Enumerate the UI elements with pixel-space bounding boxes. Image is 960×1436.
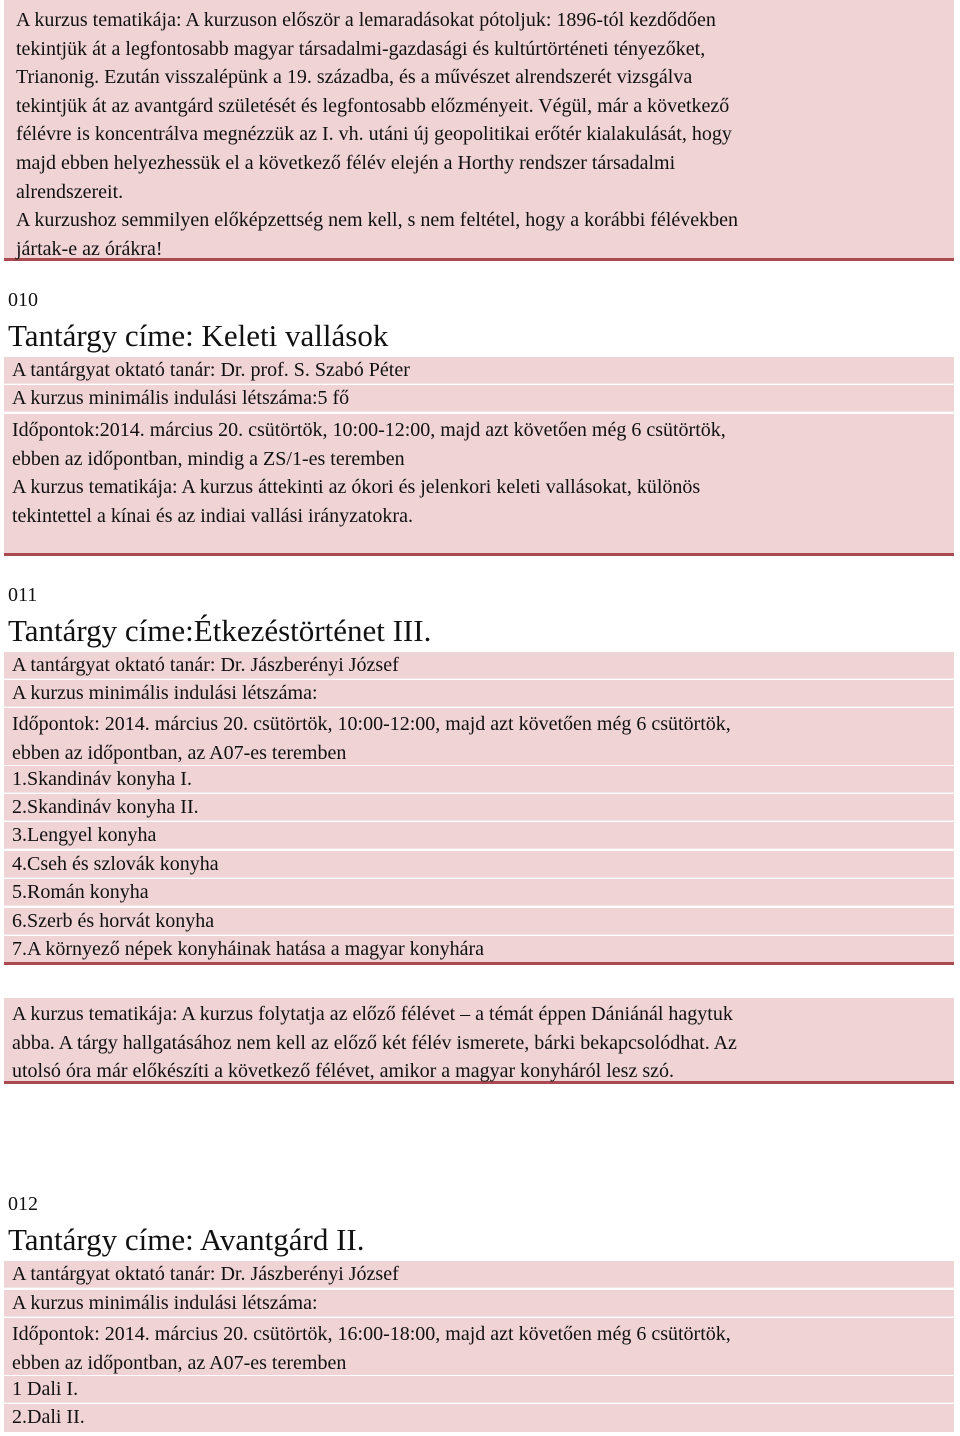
- session-text: 3.Lengyel konyha: [12, 824, 157, 846]
- intro-line: Trianonig. Ezután visszalépünk a 19. századba, és a művészet alrendszerét vizsgálva: [16, 66, 693, 89]
- session-row: [4, 1376, 954, 1403]
- topic-line: utolsó óra már előkészíti a következő félévet, amikor a magyar konyháról lesz szó.: [12, 1060, 674, 1082]
- course-details-text: [12, 416, 942, 530]
- intro-line: alrendszereit.: [16, 180, 124, 203]
- teacher-text: A tantárgyat oktató tanár: Dr. prof. S. Szabó Péter: [12, 359, 410, 381]
- course-number: 011: [8, 584, 38, 606]
- schedule-line: Időpontok: 2014. március 20. csütörtök, 16:00-18:00, majd azt követően még 6 csütörtök,: [12, 1323, 731, 1345]
- teacher-text: A tantárgyat oktató tanár: Dr. Jászberényi József: [12, 1263, 399, 1285]
- intro-text: [16, 6, 946, 263]
- topic-line: abba. A tárgy hallgatásához nem kell az előző két félév ismerete, bárki bekapcsolódhat. Az: [12, 1031, 737, 1054]
- topic-line: A kurzus tematikája: A kurzus folytatja az előző félévet – a témát éppen Dániánál hagytuk: [12, 1003, 733, 1025]
- teacher-row: [4, 357, 954, 384]
- intro-line: jártak-e az órákra!: [16, 237, 163, 260]
- min-participants-text: A kurzus minimális indulási létszáma:: [12, 682, 318, 704]
- schedule-line: Időpontok: 2014. március 20. csütörtök, 10:00-12:00, majd azt követően még 6 csütörtök,: [12, 713, 731, 735]
- schedule-line: ebben az időpontban, az A07-es teremben: [12, 741, 347, 764]
- schedule-text: [12, 710, 942, 767]
- course-number: 012: [8, 1193, 38, 1215]
- session-row: [4, 851, 954, 878]
- session-text: 7.A környező népek konyháinak hatása a magyar konyhára: [12, 938, 485, 960]
- intro-line: A kurzus tematikája: A kurzuson először a lemaradásokat pótoljuk: 1896-tól kezdődően: [16, 9, 716, 31]
- session-text: 4.Cseh és szlovák konyha: [12, 853, 219, 875]
- intro-line: félévre is koncentrálva megnézzük az I. vh. utáni új geopolitikai erőtér kialakulását, hogy: [16, 123, 732, 146]
- course-title: Tantárgy címe: Keleti vallások: [8, 318, 389, 353]
- min-participants-text: A kurzus minimális indulási létszáma:5 fő: [12, 387, 350, 409]
- session-row: [4, 936, 954, 965]
- min-participants-text: A kurzus minimális indulási létszáma:: [12, 1292, 318, 1314]
- session-text: 1 Dali I.: [12, 1378, 79, 1400]
- intro-line: A kurzushoz semmilyen előképzettség nem kell, s nem feltétel, hogy a korábbi félévekben: [16, 209, 738, 232]
- session-text: 1.Skandináv konyha I.: [12, 768, 192, 790]
- intro-line: tekintjük át a legfontosabb magyar társadalmi-gazdasági és kultúrtörténeti tényezőket,: [16, 37, 706, 60]
- min-participants-row: [4, 385, 954, 412]
- session-row: [4, 822, 954, 849]
- session-row: [4, 908, 954, 935]
- intro-line: majd ebben helyezhessük el a következő félév elején a Horthy rendszer társadalmi: [16, 151, 676, 174]
- session-text: 2.Skandináv konyha II.: [12, 796, 199, 818]
- session-text: 2.Dali II.: [12, 1406, 85, 1428]
- teacher-row: [4, 652, 954, 679]
- session-row: [4, 879, 954, 906]
- topic-text: [12, 1000, 942, 1086]
- session-row: [4, 766, 954, 793]
- schedule-text: [12, 1320, 942, 1377]
- schedule-box: [4, 1318, 954, 1375]
- course-details-box: [4, 414, 954, 556]
- teacher-text: A tantárgyat oktató tanár: Dr. Jászberényi József: [12, 654, 399, 676]
- intro-line: tekintjük át az avantgárd születését és legfontosabb előzményeit. Végül, már a következő: [16, 94, 730, 117]
- session-text: 5.Román konyha: [12, 881, 149, 903]
- course-title: Tantárgy címe:Étkezéstörténet III.: [8, 613, 432, 648]
- session-row: [4, 794, 954, 821]
- min-participants-row: [4, 1290, 954, 1317]
- schedule-box: [4, 708, 954, 765]
- schedule-line: ebben az időpontban, az A07-es teremben: [12, 1351, 347, 1374]
- topic-line: A kurzus tematikája: A kurzus áttekinti az ókori és jelenkori keleti vallásokat, különös: [12, 476, 701, 498]
- course-title: Tantárgy címe: Avantgárd II.: [8, 1222, 365, 1257]
- topic-line: tekintettel a kínai és az indiai vallási irányzatokra.: [12, 504, 413, 527]
- teacher-row: [4, 1261, 954, 1288]
- intro-section: [4, 0, 954, 261]
- schedule-line: ebben az időpontban, mindig a ZS/1-es teremben: [12, 447, 405, 470]
- session-row: [4, 1404, 954, 1432]
- session-text: 6.Szerb és horvát konyha: [12, 910, 215, 932]
- topic-box: [4, 998, 954, 1084]
- schedule-line: Időpontok:2014. március 20. csütörtök, 10:00-12:00, majd azt követően még 6 csütörtök,: [12, 419, 726, 441]
- min-participants-row: [4, 680, 954, 707]
- course-number: 010: [8, 289, 38, 311]
